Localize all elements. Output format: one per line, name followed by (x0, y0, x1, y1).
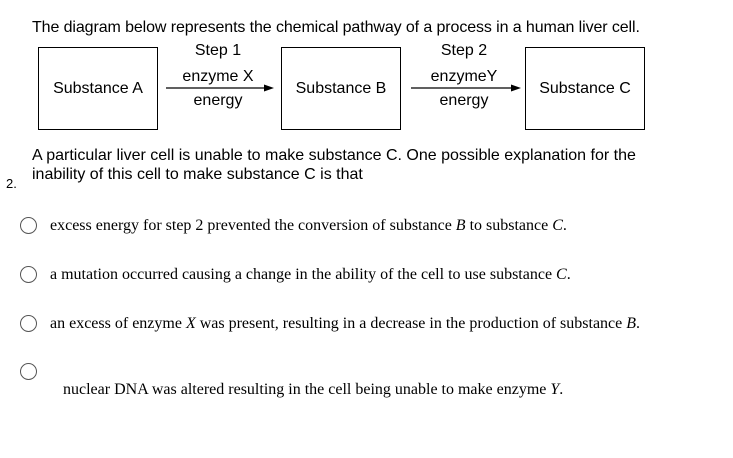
question-text-line-1: A particular liver cell is unable to make substance C. One possible explanation for the (32, 147, 636, 164)
question-text-line-2: inability of this cell to make substance C is that (32, 166, 363, 183)
radio-button-2[interactable] (20, 266, 37, 283)
answer-option-1[interactable] (20, 217, 567, 235)
substance-a-label: Substance A (53, 79, 143, 97)
answer-option-3[interactable] (20, 315, 640, 333)
question-intro: The diagram below represents the chemical pathway of a process in a human liver cell. (32, 19, 640, 36)
answer-option-4-label[interactable]: nuclear DNA was altered resulting in the cell being unable to make enzyme Y. (63, 381, 564, 398)
substance-b-box (281, 47, 401, 130)
step-1-label: Step 1 (194, 42, 242, 59)
answer-option-1-label[interactable]: excess energy for step 2 prevented the conversion of substance B to substance C. (50, 217, 567, 234)
question-number: 2. (6, 176, 17, 191)
answer-option-2-label[interactable]: a mutation occurred causing a change in the ability of the cell to use substance C. (50, 266, 571, 283)
radio-button-4[interactable] (20, 363, 37, 380)
substance-a-box (38, 47, 158, 130)
substance-b-label: Substance B (295, 79, 387, 97)
radio-button-3[interactable] (20, 315, 37, 332)
substance-c-label: Substance C (539, 79, 631, 97)
step-1-arrow (166, 83, 274, 93)
radio-button-1[interactable] (20, 217, 37, 234)
step-2-label: Step 2 (440, 42, 488, 59)
answer-option-2[interactable] (20, 266, 571, 284)
step-2-energy-label: energy (439, 92, 489, 109)
answer-option-3-label[interactable]: an excess of enzyme X was present, resulting in a decrease in the production of substance B. (50, 315, 641, 332)
question-text (32, 146, 712, 184)
enzyme-y-label: enzymeY (430, 68, 498, 85)
step-1-energy-label: energy (193, 92, 243, 109)
step-2-arrow (411, 83, 521, 93)
enzyme-x-label: enzyme X (182, 68, 254, 85)
substance-c-box (525, 47, 645, 130)
